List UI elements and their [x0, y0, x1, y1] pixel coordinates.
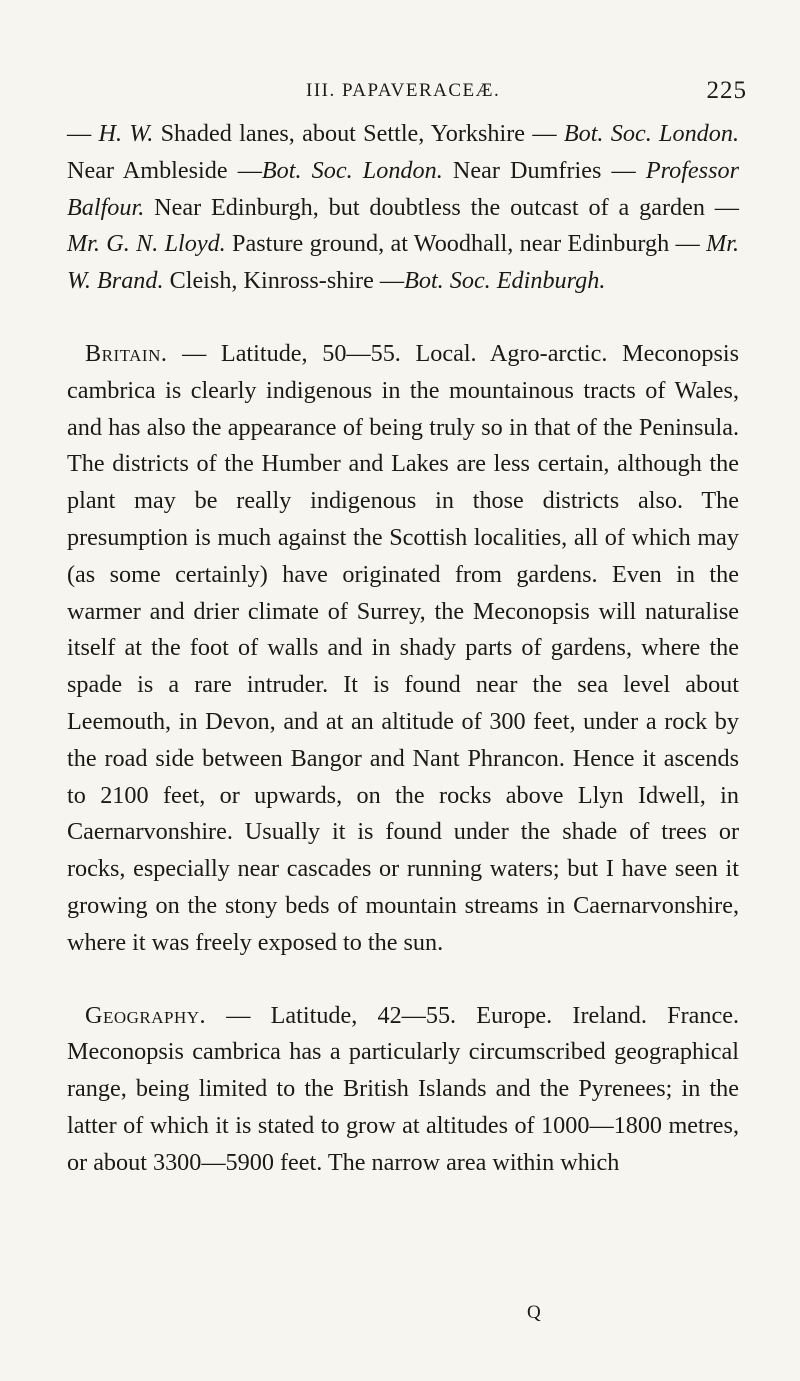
body-text: — Latitude, 50—55. Local. Agro-arctic. Meconopsis cambrica is clearly indigenous in the mountainous tracts of Wales, and has also the appearance of being truly so in that of the Peninsula. The districts of the Humber and Lakes are less certain, although the plant may be really indigenous in those districts also. The presumption is much against the Scottish localities, all of which may (as some certainly) have originated from gardens. Even in the warmer and drier climate of Surrey, the Meconopsis will naturalise itself at the foot of walls and in shady parts of gardens, where the spade is a rare intruder. It is found near the sea level about Leemouth, in Devon, and at an altitude of 300 feet, under a rock by the road side between Bangor and Nant Phrancon. Hence it ascends to 2100 feet, or upwards, on the rocks above Llyn Idwell, in Caernarvonshire. Usually it is found under the shade of trees or rocks, especially near cascades or running waters; but I have seen it growing on the stony beds of mountain streams in Caernarvonshire, where it was freely exposed to the sun.: [67, 339, 739, 956]
italic-citation: Professor Balfour.: [67, 156, 739, 221]
page-number: 225: [706, 77, 747, 104]
page-body: [67, 116, 739, 1182]
localities-paragraph: [67, 116, 739, 300]
italic-citation: H. W.: [98, 120, 154, 147]
body-text: Near Edinburgh, but doubtless the outcast of a garden —: [144, 193, 739, 221]
italic-citation: Bot. Soc. London.: [563, 120, 740, 147]
running-header: [0, 74, 800, 108]
italic-citation: Mr. G. N. Lloyd.: [67, 230, 226, 258]
body-text: Near Dumfries —: [442, 156, 646, 184]
body-text: Near Ambleside —: [67, 156, 262, 184]
body-text: Pasture ground, at Woodhall, near Edinburgh —: [225, 230, 707, 258]
britain-paragraph: [67, 336, 739, 962]
italic-citation: Bot. Soc. Edinburgh.: [404, 267, 606, 295]
section-heading: Britain.: [85, 339, 168, 367]
geography-paragraph: [67, 998, 739, 1182]
italic-citation: Mr. W. Brand.: [67, 230, 740, 295]
body-text: —: [67, 120, 99, 147]
body-text: — Latitude, 42—55. Europe. Ireland. France. Meconopsis cambrica has a particularly circumscribed geographical range, being limited to the British Islands and the Pyrenees; in the latter of which it is stated to grow at altitudes of 1000—1800 metres, or about 3300—5900 feet. The narrow area within which: [67, 1001, 739, 1176]
body-text: Shaded lanes, about Settle, Yorkshire —: [153, 120, 564, 147]
section-heading: Geography.: [85, 1001, 207, 1029]
italic-citation: Bot. Soc. London.: [261, 156, 443, 184]
signature-mark: Q: [527, 1302, 541, 1323]
body-text: Cleish, Kinross-shire —: [163, 267, 405, 295]
running-title: III. PAPAVERACEÆ.: [306, 80, 501, 101]
